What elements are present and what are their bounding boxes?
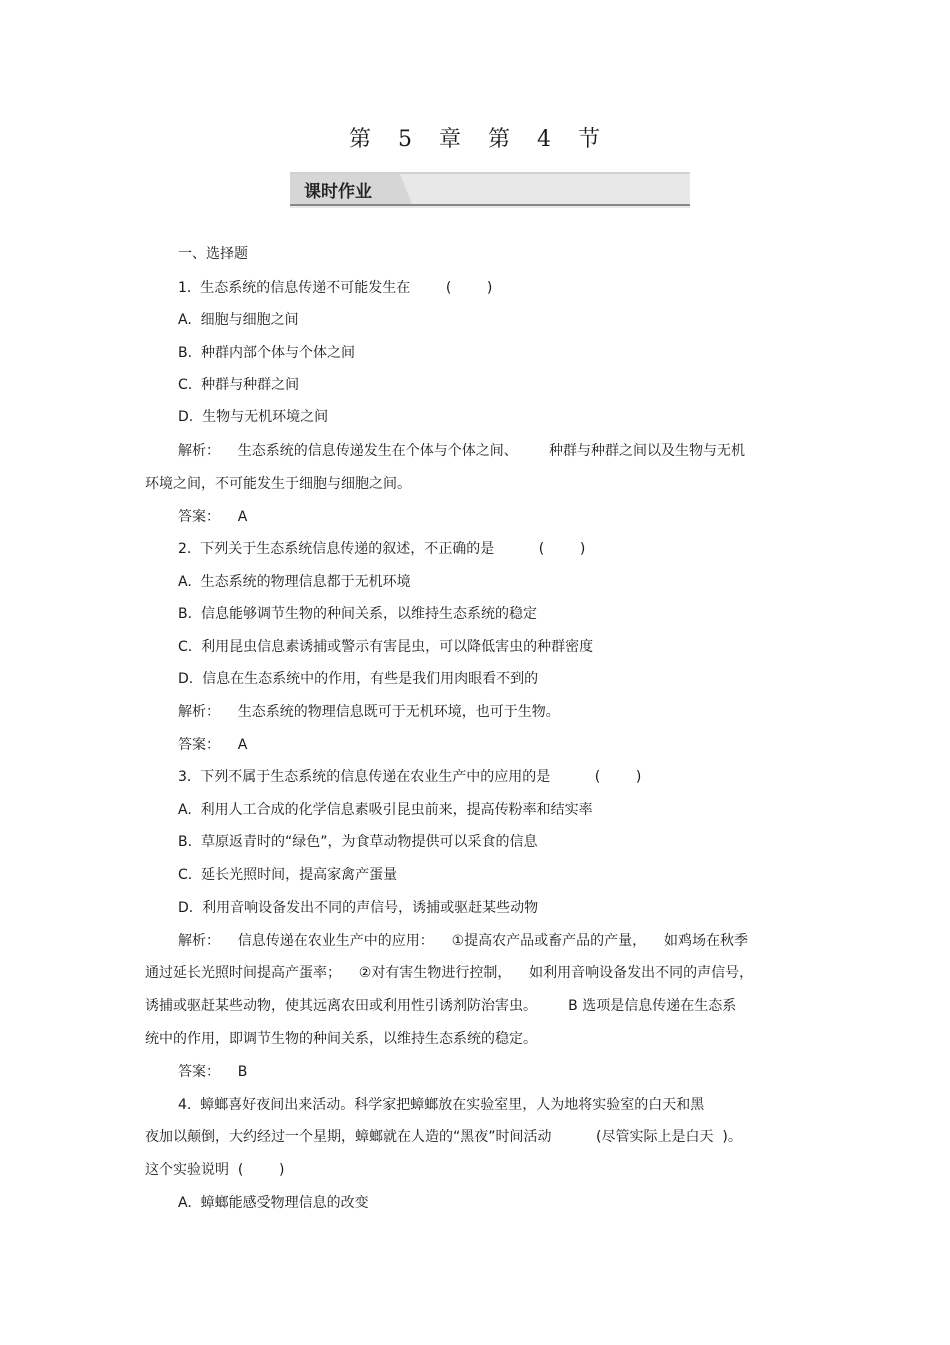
text-line: 答案： A (178, 509, 248, 525)
text-line: 答案： A (178, 737, 248, 753)
homework-banner (290, 170, 690, 210)
text-line: D. 信息在生态系统中的作用，有些是我们用肉眼看不到的 (178, 671, 539, 687)
text-line: A. 蟑螂能感受物理信息的改变 (178, 1195, 369, 1211)
banner-label: 课时作业 (304, 182, 372, 202)
text-line: 4. 蟑螂喜好夜间出来活动。科学家把蟑螂放在实验室里，人为地将实验室的白天和黑 (178, 1097, 705, 1113)
text-line: 解析： 信息传递在农业生产中的应用： ①提高农产品或畜产品的产量， 如鸡场在秋季 (178, 933, 748, 949)
text-line: 环境之间，不可能发生于细胞与细胞之间。 (145, 476, 411, 492)
text-line: B. 草原返青时的“绿色”，为食草动物提供可以采食的信息 (178, 834, 538, 850)
text-line: 解析： 生态系统的信息传递发生在个体与个体之间、 种群与种群之间以及生物与无机 (178, 443, 745, 459)
text-line: 这个实验说明 ( ) (145, 1162, 285, 1178)
text-line: A. 利用人工合成的化学信息素吸引昆虫前来，提高传粉率和结实率 (178, 802, 593, 818)
text-line: 统中的作用，即调节生物的种间关系，以维持生态系统的稳定。 (145, 1031, 537, 1047)
text-line: A. 生态系统的物理信息都于无机环境 (178, 574, 411, 590)
section-heading: 一、选择题 (178, 246, 248, 262)
text-line: C. 延长光照时间，提高家禽产蛋量 (178, 867, 398, 883)
text-line: C. 种群与种群之间 (178, 377, 300, 393)
text-line: D. 生物与无机环境之间 (178, 409, 329, 425)
text-line: A. 细胞与细胞之间 (178, 312, 299, 328)
page-title: 第 5 章 第 4 节 (349, 127, 601, 152)
text-line: D. 利用音响设备发出不同的声信号，诱捕或驱赶某些动物 (178, 900, 539, 916)
text-line: 答案： B (178, 1064, 248, 1080)
text-line: 夜加以颠倒，大约经过一个星期，蟑螂就在人造的“黑夜”时间活动 (尽管实际上是白天 )。 (145, 1129, 742, 1145)
text-line: B. 种群内部个体与个体之间 (178, 345, 355, 361)
text-line: 1. 生态系统的信息传递不可能发生在 ( ) (178, 280, 493, 296)
text-line: 3. 下列不属于生态系统的信息传递在农业生产中的应用的是 ( ) (178, 769, 642, 785)
text-line: C. 利用昆虫信息素诱捕或警示有害昆虫，可以降低害虫的种群密度 (178, 639, 594, 655)
text-line: 诱捕或驱赶某些动物，使其远离农田或利用性引诱剂防治害虫。 B 选项是信息传递在生态系 (145, 998, 737, 1014)
text-line: 2. 下列关于生态系统信息传递的叙述，不正确的是 ( ) (178, 541, 586, 557)
text-line: B. 信息能够调节生物的种间关系，以维持生态系统的稳定 (178, 606, 537, 622)
text-line: 解析： 生态系统的物理信息既可于无机环境，也可于生物。 (178, 704, 560, 720)
text-line: 通过延长光照时间提高产蛋率； ②对有害生物进行控制， 如利用音响设备发出不同的声信号， (145, 965, 754, 981)
